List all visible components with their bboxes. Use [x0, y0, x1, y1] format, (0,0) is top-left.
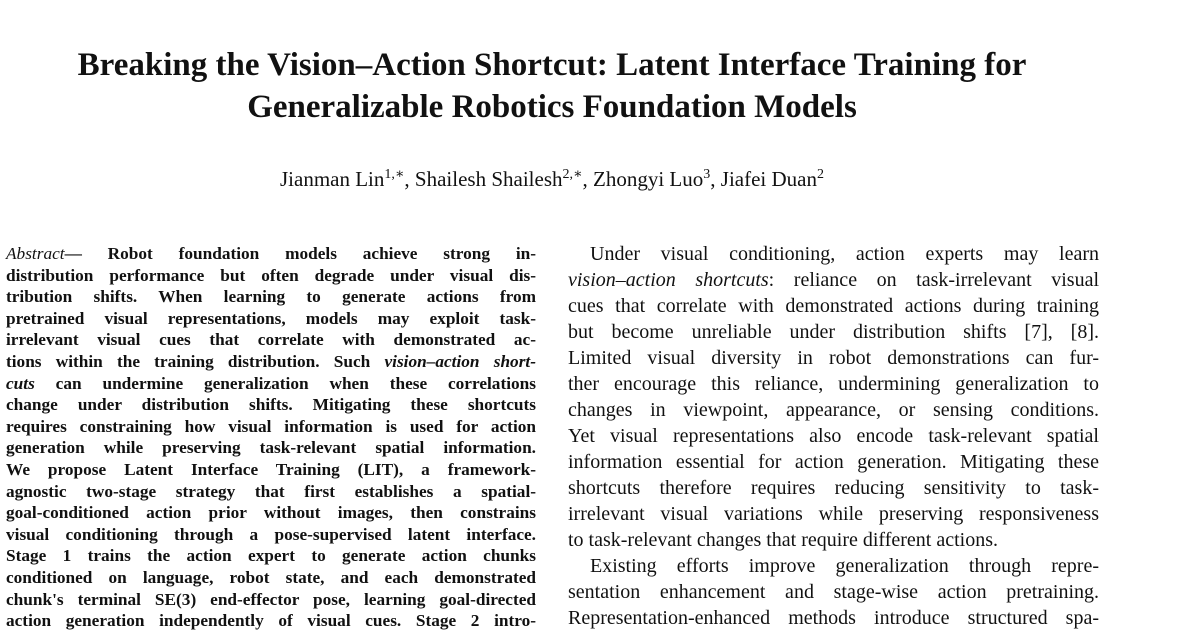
abstract-emphasis: vision–action short- [384, 351, 536, 371]
abstract-line: requires constraining how visual information is used for action [6, 416, 536, 436]
title-line: Generalizable Robotics Foundation Models [247, 89, 857, 125]
body-line: Yet visual representations also encode task-relevant spatial [568, 425, 1099, 447]
body-line: information essential for action generation. Mitigating these [568, 451, 1099, 473]
body-line: cues that correlate with demonstrated actions during training [568, 295, 1099, 317]
abstract-line: action generation independently of visual cues. Stage 2 intro- [6, 611, 536, 631]
body-line: Limited visual diversity in robot demonstrations can fur- [568, 347, 1099, 369]
body-line: changes in viewpoint, appearance, or sensing conditions. [568, 399, 1099, 421]
abstract-line: irrelevant visual cues that correlate with demonstrated ac- [6, 330, 536, 350]
abstract-label: Abstract [6, 244, 65, 263]
abstract-line: chunk's terminal SE(3) end-effector pose, learning goal-directed [6, 589, 536, 609]
body-line: Representation-enhanced methods introduce structured spa- [568, 607, 1099, 629]
abstract-dash: — [64, 244, 82, 263]
body-line: sentation enhancement and stage-wise action pretraining. [568, 581, 1099, 603]
abstract-line: Stage 1 trains the action expert to generate action chunks [6, 546, 536, 566]
body-column [568, 241, 1099, 631]
author-affiliation: 1,∗ [384, 167, 405, 182]
body-line: shortcuts therefore requires reducing sensitivity to task- [568, 477, 1099, 499]
abstract [6, 243, 536, 632]
author-name: Zhongyi Luo [593, 167, 704, 191]
body-emphasis: vision–action shortcuts [568, 269, 769, 291]
body-line: but become unreliable under distribution shifts [7], [8]. [568, 321, 1099, 343]
body-line: Existing efforts improve generalization through repre- [590, 555, 1099, 577]
paper-title [0, 44, 1104, 128]
abstract-line: agnostic two-stage strategy that first establishes a spatial- [6, 481, 536, 501]
author-name: Jiafei Duan [720, 167, 817, 191]
abstract-line: tribution shifts. When learning to generate actions from [6, 287, 536, 307]
author-name: Jianman Lin [280, 167, 385, 191]
body-line: vision–action shortcuts: reliance on task-irrelevant visual [568, 269, 1100, 291]
abstract-line: distribution performance but often degrade under visual dis- [6, 265, 536, 285]
abstract-line: goal-conditioned action prior without images, then constrains [6, 503, 536, 523]
author-affiliation: 2,∗ [562, 167, 583, 182]
abstract-line: tions within the training distribution. Such vision–action short- [6, 351, 536, 371]
abstract-line: pretrained visual representations, models may exploit task- [6, 308, 536, 328]
abstract-line: generation while preserving task-relevant spatial information. [6, 438, 536, 458]
abstract-line: visual conditioning through a pose-supervised latent interface. [6, 524, 536, 544]
body-line: irrelevant visual variations while preserving responsiveness [568, 503, 1099, 525]
abstract-line: conditioned on language, robot state, and each demonstrated [6, 567, 536, 587]
author-affiliation: 2 [816, 167, 824, 182]
abstract-line: cuts can undermine generalization when these correlations [6, 373, 536, 393]
abstract-line: We propose Latent Interface Training (LIT), a framework- [6, 459, 536, 479]
abstract-line: Abstract— Robot foundation models achieve strong in- [6, 244, 536, 263]
author-list: Jianman Lin$^{1,∗}$, Shailesh Shailesh$^{2,∗}$, Zhongyi Luo$^3$, Jiafei Duan$^2$ [280, 167, 824, 191]
body-line: to task-relevant changes that require different actions. [568, 529, 999, 551]
body-line: Under visual conditioning, action experts may learn [590, 243, 1099, 265]
abstract-line: change under distribution shifts. Mitigating these shortcuts [6, 395, 536, 415]
abstract-emphasis: cuts [6, 373, 35, 393]
body-line: ther encourage this reliance, undermining generalization to [568, 373, 1099, 395]
author-affiliation: 3 [703, 167, 711, 182]
title-line: Breaking the Vision–Action Shortcut: Latent Interface Training for [77, 47, 1027, 83]
author-name: Shailesh Shailesh [414, 167, 563, 191]
